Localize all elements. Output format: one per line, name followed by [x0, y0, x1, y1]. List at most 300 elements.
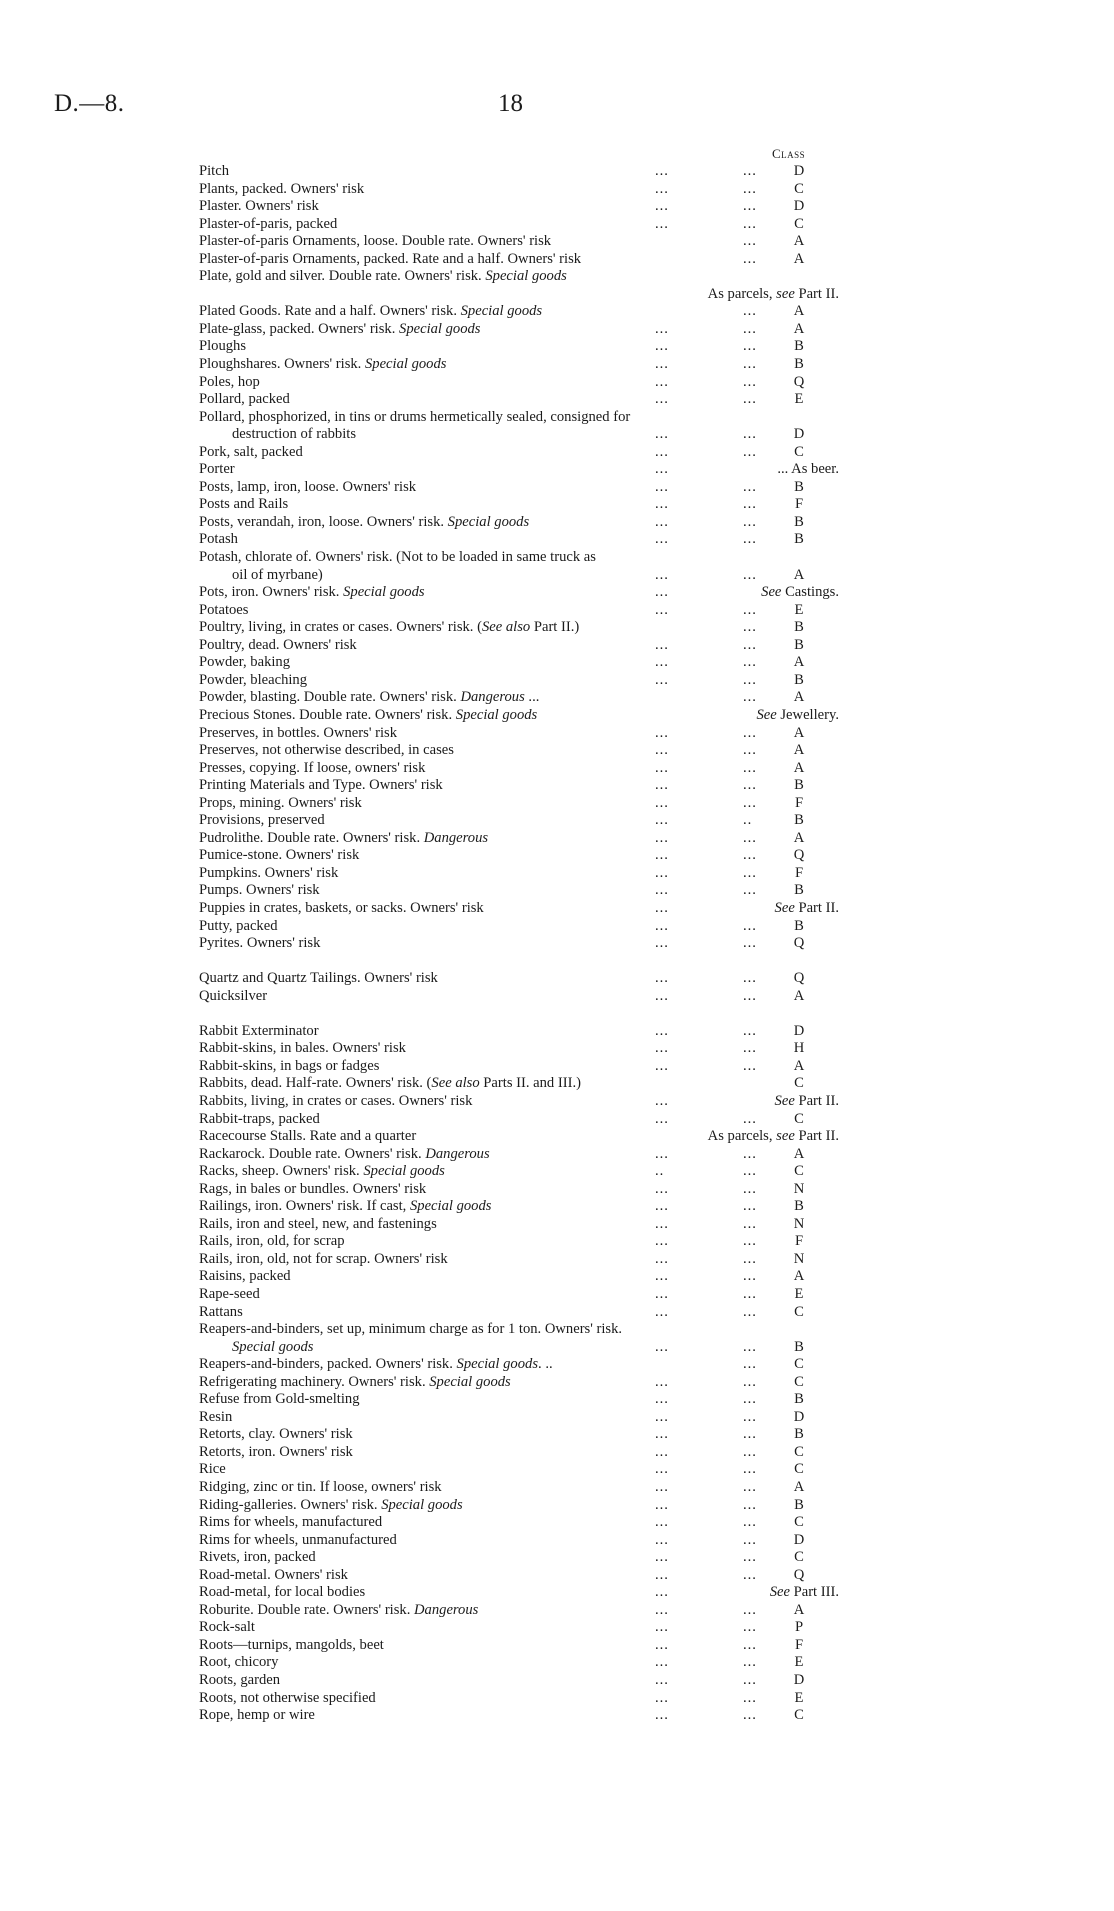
- leader-dots: ...: [655, 1707, 669, 1724]
- list-item: [199, 216, 839, 234]
- list-item: [199, 1690, 839, 1708]
- class-value: E: [794, 1654, 804, 1671]
- class-value: A: [793, 1601, 805, 1618]
- leader-dots: ...: [743, 1022, 757, 1039]
- leader-dots: ...: [743, 759, 757, 776]
- goods-description: oil of myrbane): [232, 566, 323, 583]
- leader-dots: ...: [655, 215, 669, 232]
- class-value: D: [793, 1022, 805, 1039]
- leader-dots: ...: [743, 1619, 757, 1636]
- list-item: [199, 1321, 839, 1339]
- class-value: B: [794, 777, 804, 794]
- list-item: [199, 830, 839, 848]
- goods-description: Special goods: [232, 1338, 314, 1355]
- leader-dots: ...: [743, 198, 757, 215]
- list-item: [199, 356, 839, 374]
- list-item: [199, 1584, 839, 1602]
- leader-dots: ...: [743, 829, 757, 846]
- list-item: [199, 1075, 839, 1093]
- goods-description: Potash, chlorate of. Owners' risk. (Not to be loaded in same truck as: [199, 549, 596, 566]
- goods-description: Pollard, packed: [199, 391, 290, 408]
- class-value: C: [794, 1514, 804, 1531]
- leader-dots: ...: [655, 1110, 669, 1127]
- goods-description: Rabbits, dead. Half-rate. Owners' risk. (See also Parts II. and III.): [199, 1075, 581, 1092]
- leader-dots: ...: [655, 1672, 669, 1689]
- leader-dots: ...: [743, 1338, 757, 1355]
- goods-description: Rails, iron and steel, new, and fastenings: [199, 1215, 437, 1232]
- goods-description: Porter: [199, 461, 235, 478]
- leader-dots: ...: [655, 1338, 669, 1355]
- class-value: B: [794, 338, 804, 355]
- class-value: A: [793, 689, 805, 706]
- leader-dots: ...: [655, 1619, 669, 1636]
- leader-dots: ...: [655, 970, 669, 987]
- leader-dots: ...: [743, 1198, 757, 1215]
- goods-description: Potash: [199, 531, 238, 548]
- leader-dots: ...: [655, 461, 669, 478]
- goods-description: Rims for wheels, unmanufactured: [199, 1531, 397, 1548]
- list-item: [199, 1391, 839, 1409]
- leader-dots: ...: [743, 443, 757, 460]
- leader-dots: ...: [655, 1092, 669, 1109]
- list-item: [199, 1198, 839, 1216]
- list-item: [199, 1374, 839, 1392]
- class-value: A: [793, 724, 805, 741]
- class-value: ... As beer.: [777, 461, 839, 478]
- leader-dots: ...: [655, 636, 669, 653]
- leader-dots: ...: [655, 742, 669, 759]
- leader-dots: ...: [655, 759, 669, 776]
- leader-dots: ...: [655, 426, 669, 443]
- class-value: D: [793, 163, 805, 179]
- class-value: As parcels, see Part II.: [707, 285, 839, 302]
- leader-dots: ...: [655, 531, 669, 548]
- leader-dots: ...: [655, 198, 669, 215]
- leader-dots: ...: [655, 1654, 669, 1671]
- class-value: D: [793, 426, 805, 443]
- list-item: [199, 672, 839, 690]
- class-value: C: [794, 1303, 804, 1320]
- leader-dots: ...: [743, 601, 757, 618]
- leader-dots: ...: [743, 373, 757, 390]
- list-item: [199, 374, 839, 392]
- goods-description: Rabbit Exterminator: [199, 1022, 319, 1039]
- list-item: [199, 426, 839, 444]
- goods-description: Rails, iron, old, not for scrap. Owners' risk: [199, 1250, 448, 1267]
- leader-dots: ...: [743, 987, 757, 1004]
- leader-dots: ...: [743, 1215, 757, 1232]
- leader-dots: ...: [743, 619, 757, 636]
- leader-dots: ...: [743, 496, 757, 513]
- leader-dots: ...: [743, 1496, 757, 1513]
- list-item: [199, 812, 839, 830]
- class-value: F: [794, 496, 804, 513]
- list-item: [199, 725, 839, 743]
- class-value: C: [794, 180, 804, 197]
- class-value: C: [794, 1075, 804, 1092]
- list-item: [199, 935, 839, 953]
- leader-dots: ...: [743, 566, 757, 583]
- list-item: [199, 619, 839, 637]
- list-item: [199, 1672, 839, 1690]
- leader-dots: ...: [743, 391, 757, 408]
- class-value: C: [794, 1461, 804, 1478]
- leader-dots: ...: [743, 215, 757, 232]
- goods-description: Props, mining. Owners' risk: [199, 794, 362, 811]
- leader-dots: ...: [743, 1479, 757, 1496]
- leader-dots: ...: [655, 1566, 669, 1583]
- list-item: [199, 1251, 839, 1269]
- goods-description: Pitch: [199, 163, 229, 179]
- leader-dots: ...: [743, 794, 757, 811]
- list-item: [199, 1304, 839, 1322]
- list-item: [199, 1461, 839, 1479]
- leader-dots: ...: [743, 163, 757, 179]
- class-value: B: [794, 513, 804, 530]
- goods-description: Quartz and Quartz Tailings. Owners' risk: [199, 970, 438, 987]
- leader-dots: ...: [655, 1180, 669, 1197]
- goods-description: Raisins, packed: [199, 1268, 291, 1285]
- class-value: A: [793, 320, 805, 337]
- class-value: P: [794, 1619, 804, 1636]
- goods-description: Racecourse Stalls. Rate and a quarter: [199, 1128, 417, 1145]
- leader-dots: ...: [743, 1233, 757, 1250]
- class-value: C: [794, 1163, 804, 1180]
- leader-dots: ...: [655, 1145, 669, 1162]
- list-item: [199, 988, 839, 1006]
- leader-dots: ...: [655, 1689, 669, 1706]
- list-item: [199, 531, 839, 549]
- list-item: [199, 1514, 839, 1532]
- leader-dots: ...: [655, 1636, 669, 1653]
- leader-dots: ...: [655, 513, 669, 530]
- leader-dots: ...: [655, 899, 669, 916]
- leader-dots: ...: [655, 1496, 669, 1513]
- list-item: [199, 496, 839, 514]
- list-item: [199, 1111, 839, 1129]
- goods-description: Pyrites. Owners' risk: [199, 935, 321, 952]
- list-item: [199, 1426, 839, 1444]
- goods-description: Plate, gold and silver. Double rate. Owners' risk. Special goods: [199, 268, 567, 285]
- leader-dots: ...: [743, 1443, 757, 1460]
- goods-description: Posts and Rails: [199, 496, 289, 513]
- class-value: Q: [793, 373, 805, 390]
- list-item: [199, 1444, 839, 1462]
- leader-dots: ...: [655, 338, 669, 355]
- leader-dots: ...: [655, 1549, 669, 1566]
- leader-dots: ...: [743, 1163, 757, 1180]
- goods-description: Puppies in crates, baskets, or sacks. Owners' risk: [199, 899, 484, 916]
- class-value: Q: [793, 935, 805, 952]
- leader-dots: ...: [655, 1268, 669, 1285]
- goods-description: Powder, blasting. Double rate. Owners' risk. Dangerous ...: [199, 689, 540, 706]
- leader-dots: ...: [655, 1584, 669, 1601]
- goods-description: Road-metal. Owners' risk: [199, 1566, 348, 1583]
- leader-dots: ...: [743, 1426, 757, 1443]
- class-value: E: [794, 391, 804, 408]
- leader-dots: ...: [655, 1286, 669, 1302]
- leader-dots: ...: [655, 864, 669, 881]
- document-reference: D.—8.: [54, 90, 125, 117]
- leader-dots: ...: [655, 654, 669, 671]
- goods-description: Railings, iron. Owners' risk. If cast, Special goods: [199, 1198, 492, 1215]
- class-value: B: [794, 1426, 804, 1443]
- list-item: [199, 584, 839, 602]
- leader-dots: ...: [743, 1303, 757, 1320]
- goods-description: Pumps. Owners' risk: [199, 882, 320, 899]
- leader-dots: ...: [743, 847, 757, 864]
- class-value: B: [794, 636, 804, 653]
- class-value: B: [794, 619, 804, 636]
- class-value: See Part II.: [774, 899, 839, 916]
- goods-description: Rags, in bales or bundles. Owners' risk: [199, 1180, 427, 1197]
- leader-dots: ...: [655, 443, 669, 460]
- leader-dots: ...: [743, 1286, 757, 1302]
- leader-dots: ...: [743, 1531, 757, 1548]
- leader-dots: ...: [655, 180, 669, 197]
- list-item: [199, 479, 839, 497]
- list-item: [199, 865, 839, 883]
- class-value: B: [794, 671, 804, 688]
- goods-description: Plaster. Owners' risk: [199, 198, 319, 215]
- goods-description: Posts, lamp, iron, loose. Owners' risk: [199, 478, 417, 495]
- leader-dots: ...: [743, 1566, 757, 1583]
- leader-dots: ...: [655, 1479, 669, 1496]
- leader-dots: ...: [655, 601, 669, 618]
- class-value: N: [793, 1250, 805, 1267]
- leader-dots: ...: [743, 1250, 757, 1267]
- list-item: [199, 918, 839, 936]
- list-item: [199, 637, 839, 655]
- goods-description: Ploughshares. Owners' risk. Special goods: [199, 356, 447, 373]
- goods-description: Riding-galleries. Owners' risk. Special goods: [199, 1496, 463, 1513]
- goods-description: Presses, copying. If loose, owners' risk: [199, 759, 426, 776]
- leader-dots: ...: [743, 320, 757, 337]
- list-item: [199, 1654, 839, 1672]
- list-item: [199, 1549, 839, 1567]
- class-value: D: [793, 1408, 805, 1425]
- list-item: [199, 198, 839, 216]
- goods-description: Pollard, phosphorized, in tins or drums hermetically sealed, consigned for: [199, 408, 631, 425]
- leader-dots: ...: [743, 1654, 757, 1671]
- list-item: [199, 1567, 839, 1585]
- list-item: [199, 1058, 839, 1076]
- list-item: [199, 689, 839, 707]
- list-item: [199, 900, 839, 918]
- class-value: A: [793, 233, 805, 250]
- class-value: B: [794, 1198, 804, 1215]
- class-column-heading: Class: [772, 146, 806, 161]
- class-value: E: [794, 1286, 804, 1302]
- class-value: A: [793, 654, 805, 671]
- list-item: [199, 303, 839, 321]
- goods-description: Ridging, zinc or tin. If loose, owners' risk: [199, 1479, 442, 1496]
- list-item: [199, 338, 839, 356]
- leader-dots: ...: [743, 1268, 757, 1285]
- leader-dots: ...: [743, 882, 757, 899]
- leader-dots: ...: [655, 777, 669, 794]
- class-value: A: [793, 1145, 805, 1162]
- list-item: [199, 1181, 839, 1199]
- list-item: [199, 1356, 839, 1374]
- class-value: C: [794, 1707, 804, 1724]
- goods-description: Rattans: [199, 1303, 243, 1320]
- class-value: C: [794, 1373, 804, 1390]
- goods-description: Plaster-of-paris, packed: [199, 215, 338, 232]
- leader-dots: ...: [743, 356, 757, 373]
- leader-dots: ...: [655, 1408, 669, 1425]
- leader-dots: ...: [655, 584, 669, 601]
- goods-description: Pumpkins. Owners' risk: [199, 864, 339, 881]
- leader-dots: ..: [655, 1163, 665, 1180]
- class-value: N: [793, 1180, 805, 1197]
- goods-description: Rice: [199, 1461, 226, 1478]
- list-item: [199, 1479, 839, 1497]
- list-item: [199, 391, 839, 409]
- goods-description: Rope, hemp or wire: [199, 1707, 315, 1724]
- goods-description: Posts, verandah, iron, loose. Owners' risk. Special goods: [199, 513, 530, 530]
- list-item: [199, 567, 839, 585]
- list-item: [199, 1409, 839, 1427]
- leader-dots: ...: [655, 1233, 669, 1250]
- goods-description: Poultry, dead. Owners' risk: [199, 636, 357, 653]
- list-item: [199, 654, 839, 672]
- leader-dots: ...: [743, 180, 757, 197]
- goods-description: Rock-salt: [199, 1619, 255, 1636]
- class-value: See Castings.: [761, 584, 839, 601]
- goods-description: Rabbit-skins, in bags or fadges: [199, 1057, 380, 1074]
- class-value: A: [793, 742, 805, 759]
- list-item: [199, 1023, 839, 1041]
- class-value: D: [793, 1672, 805, 1689]
- leader-dots: ...: [655, 1461, 669, 1478]
- leader-dots: ...: [743, 426, 757, 443]
- leader-dots: ...: [743, 338, 757, 355]
- list-item: [199, 461, 839, 479]
- goods-description: Preserves, in bottles. Owners' risk: [199, 724, 397, 741]
- leader-dots: ...: [743, 1391, 757, 1408]
- leader-dots: ...: [655, 1531, 669, 1548]
- goods-description: Poultry, living, in crates or cases. Owners' risk. (See also Part II.): [199, 619, 580, 636]
- leader-dots: ...: [655, 1426, 669, 1443]
- list-item: [199, 1040, 839, 1058]
- goods-description: Poles, hop: [199, 373, 260, 390]
- list-item: [199, 286, 839, 304]
- goods-description: Roots, not otherwise specified: [199, 1689, 376, 1706]
- leader-dots: ...: [655, 356, 669, 373]
- goods-description: Roots, garden: [199, 1672, 281, 1689]
- class-value: As parcels, see Part II.: [707, 1128, 839, 1145]
- leader-dots: ...: [655, 917, 669, 934]
- leader-dots: ...: [743, 1636, 757, 1653]
- leader-dots: ...: [655, 496, 669, 513]
- goods-description: Pork, salt, packed: [199, 443, 303, 460]
- leader-dots: ...: [655, 163, 669, 179]
- leader-dots: ...: [743, 1373, 757, 1390]
- goods-description: Rackarock. Double rate. Owners' risk. Dangerous: [199, 1145, 490, 1162]
- class-value: A: [793, 1479, 805, 1496]
- class-value: A: [793, 303, 805, 320]
- leader-dots: ...: [743, 1057, 757, 1074]
- leader-dots: ...: [743, 636, 757, 653]
- leader-dots: ...: [743, 777, 757, 794]
- list-item: [199, 882, 839, 900]
- class-value: A: [793, 566, 805, 583]
- class-value: H: [793, 1040, 805, 1057]
- list-item: [199, 233, 839, 251]
- goods-description: Rabbit-skins, in bales. Owners' risk: [199, 1040, 406, 1057]
- class-value: A: [793, 1268, 805, 1285]
- list-item: [199, 1619, 839, 1637]
- class-value: B: [794, 1391, 804, 1408]
- goods-description: Racks, sheep. Owners' risk. Special goods: [199, 1163, 445, 1180]
- class-value: C: [794, 1110, 804, 1127]
- class-value: N: [793, 1215, 805, 1232]
- list-item: [199, 321, 839, 339]
- list-item: [199, 1128, 839, 1146]
- goods-classification-list: [199, 163, 839, 1725]
- list-item: [199, 514, 839, 532]
- class-value: Q: [793, 1566, 805, 1583]
- leader-dots: ...: [655, 1601, 669, 1618]
- leader-dots: ...: [743, 233, 757, 250]
- leader-dots: ...: [743, 1110, 757, 1127]
- leader-dots: ...: [743, 917, 757, 934]
- class-value: B: [794, 1338, 804, 1355]
- leader-dots: ...: [655, 829, 669, 846]
- leader-dots: ...: [743, 1689, 757, 1706]
- class-value: B: [794, 478, 804, 495]
- list-item: [199, 163, 839, 181]
- class-value: E: [794, 1689, 804, 1706]
- leader-dots: ...: [743, 250, 757, 267]
- class-value: F: [794, 794, 804, 811]
- class-value: E: [794, 601, 804, 618]
- goods-description: Plaster-of-paris Ornaments, loose. Double rate. Owners' risk: [199, 233, 552, 250]
- leader-dots: ...: [655, 987, 669, 1004]
- leader-dots: ...: [743, 935, 757, 952]
- goods-description: Pudrolithe. Double rate. Owners' risk. Dangerous: [199, 829, 489, 846]
- leader-dots: ...: [743, 1408, 757, 1425]
- leader-dots: ...: [655, 671, 669, 688]
- leader-dots: ...: [655, 794, 669, 811]
- goods-description: Road-metal, for local bodies: [199, 1584, 366, 1601]
- leader-dots: ...: [655, 1443, 669, 1460]
- leader-dots: ...: [655, 935, 669, 952]
- goods-description: Rivets, iron, packed: [199, 1549, 316, 1566]
- goods-description: Roots—turnips, mangolds, beet: [199, 1636, 384, 1653]
- list-item: [199, 409, 839, 427]
- leader-dots: ...: [743, 1180, 757, 1197]
- leader-dots: ...: [655, 724, 669, 741]
- leader-dots: ...: [743, 1514, 757, 1531]
- list-item: [199, 1233, 839, 1251]
- list-item: [199, 1268, 839, 1286]
- list-item: [199, 1637, 839, 1655]
- leader-dots: ...: [655, 1215, 669, 1232]
- goods-description: Roburite. Double rate. Owners' risk. Dangerous: [199, 1601, 479, 1618]
- leader-dots: ...: [743, 970, 757, 987]
- goods-description: Pumice-stone. Owners' risk: [199, 847, 360, 864]
- list-item: [199, 742, 839, 760]
- class-value: B: [794, 356, 804, 373]
- class-value: B: [794, 1496, 804, 1513]
- goods-description: Reapers-and-binders, set up, minimum charge as for 1 ton. Owners' risk.: [199, 1321, 623, 1338]
- leader-dots: ...: [655, 1022, 669, 1039]
- class-value: F: [794, 1636, 804, 1653]
- list-item: [199, 707, 839, 725]
- leader-dots: ...: [655, 1391, 669, 1408]
